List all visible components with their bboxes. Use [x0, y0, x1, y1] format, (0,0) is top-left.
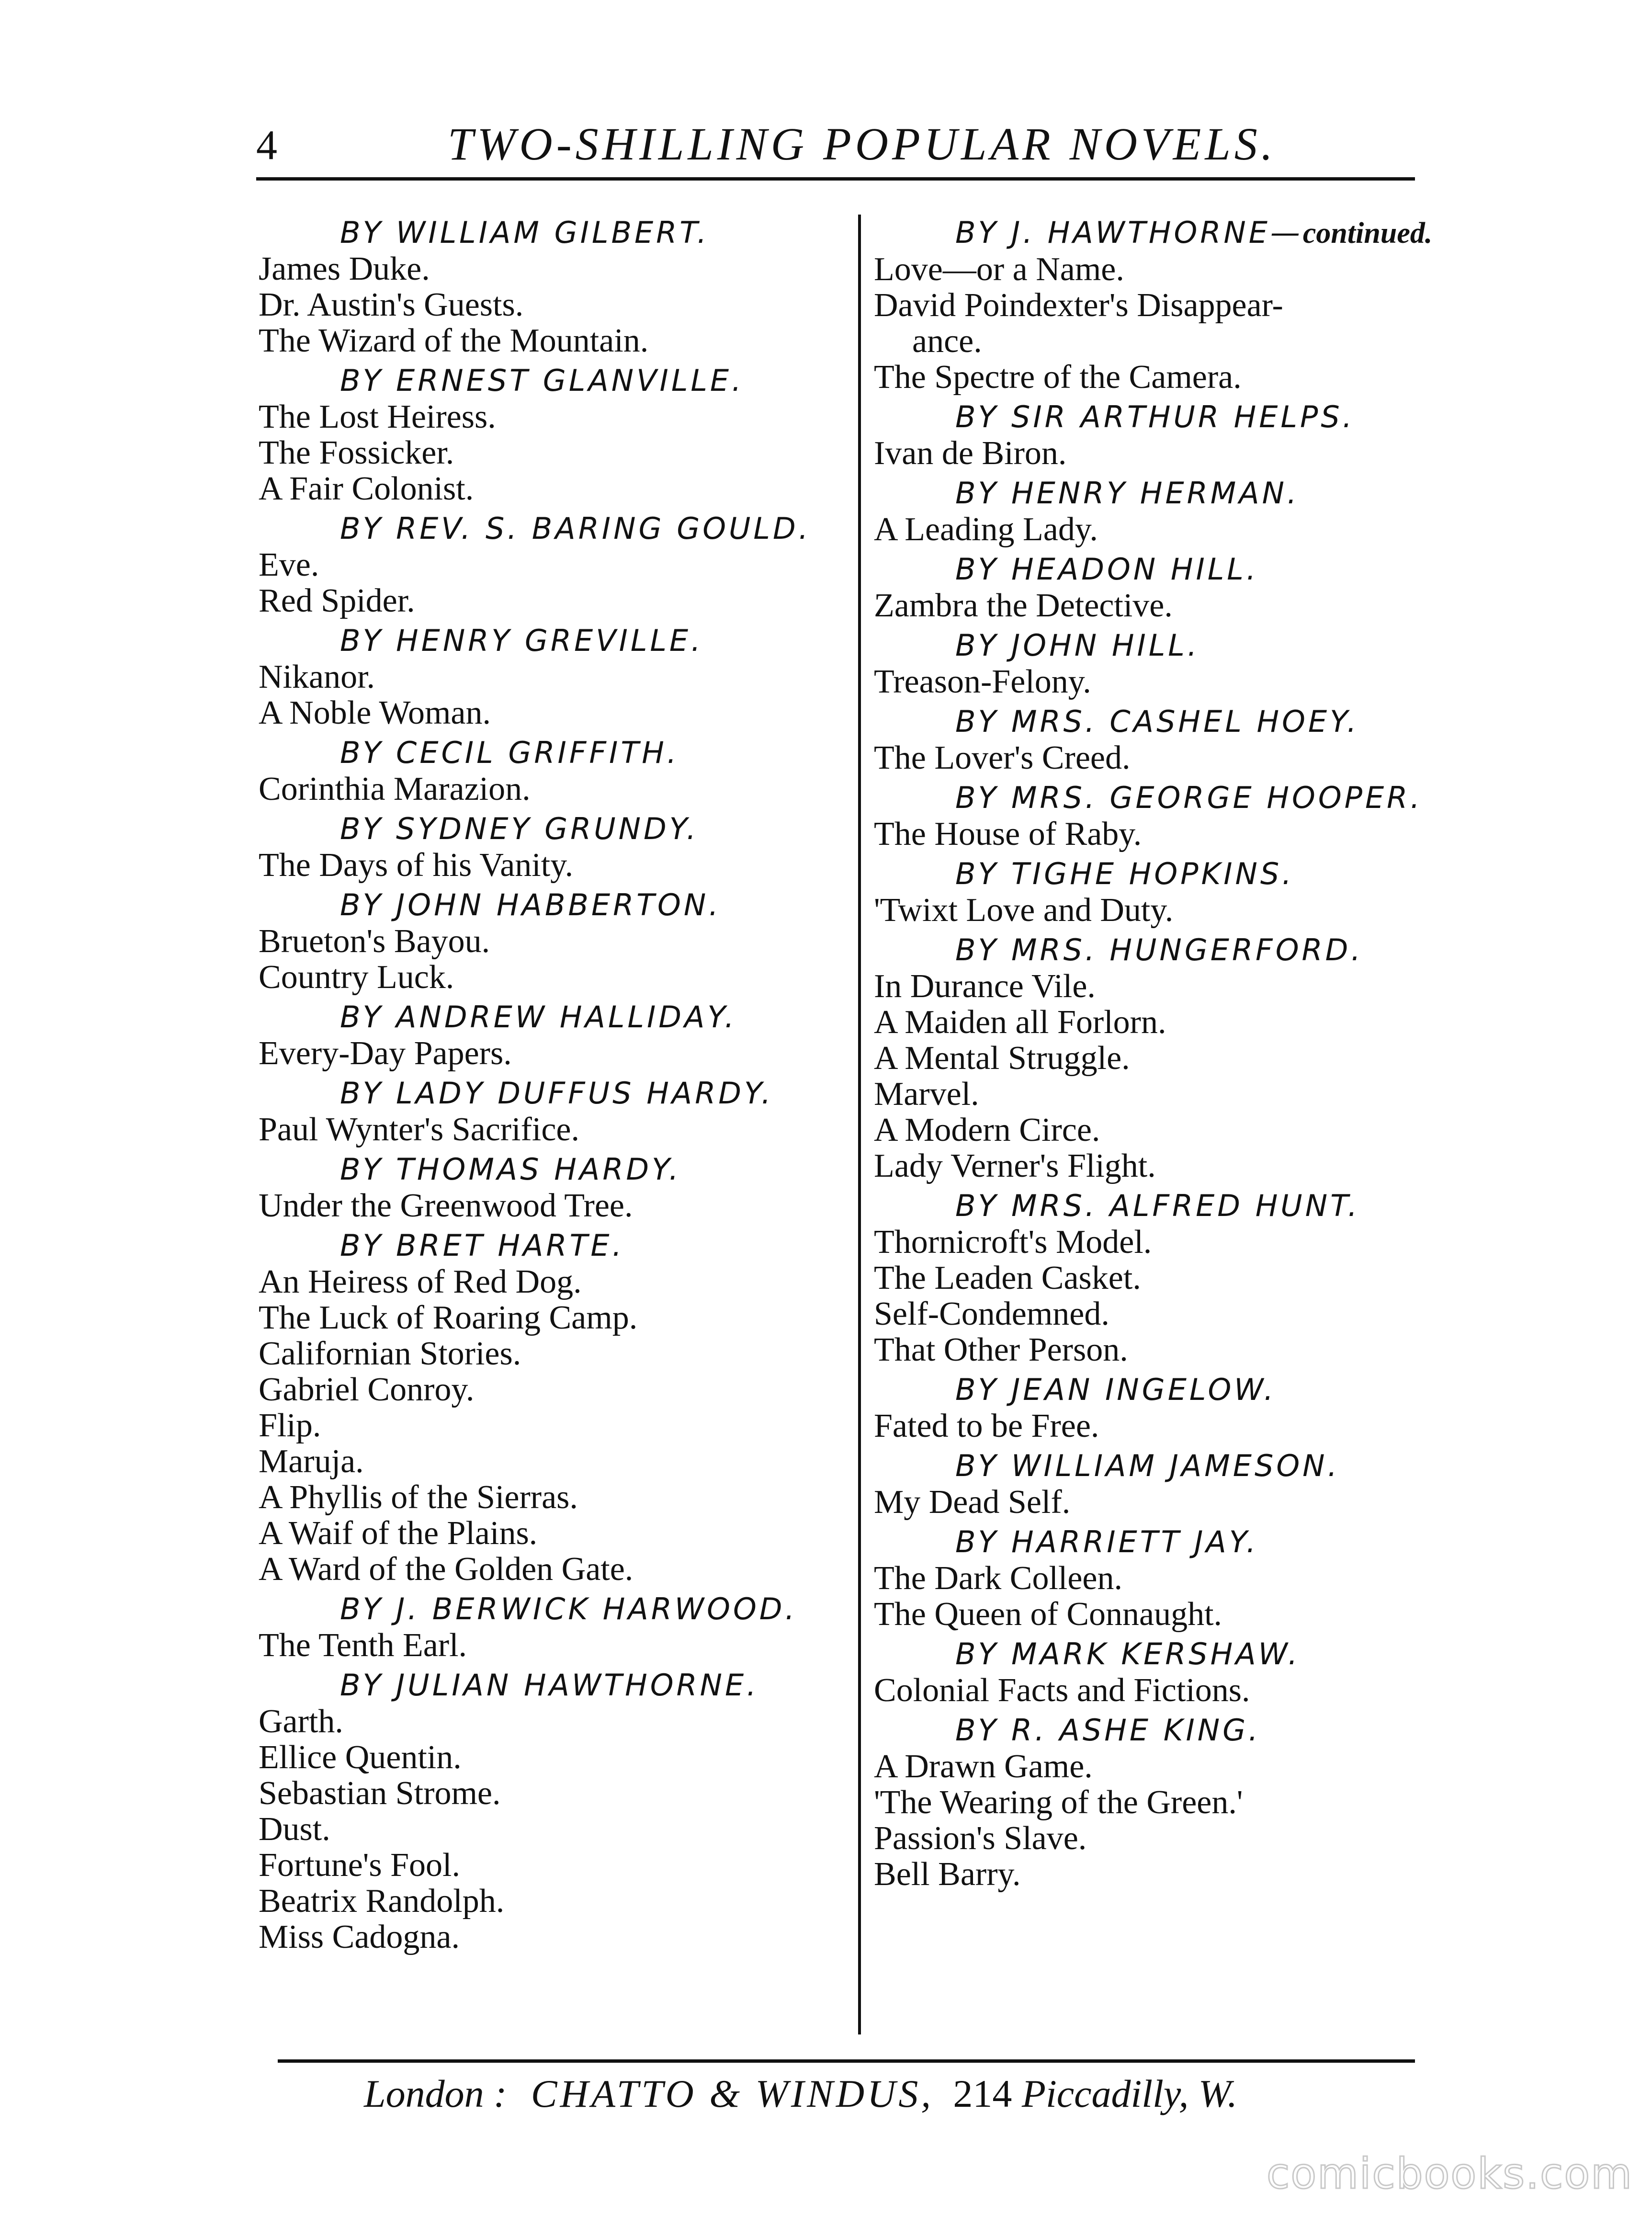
imprint-city: London : [364, 2072, 507, 2115]
book-title: A Leading Lady. [874, 511, 1098, 548]
book-title: Marvel. [874, 1076, 979, 1113]
book-title: Ivan de Biron. [874, 435, 1067, 472]
book-title: A Modern Circe. [874, 1112, 1100, 1148]
author-heading: BY JOHN HILL. [955, 628, 1200, 663]
book-title: The Queen of Connaught. [874, 1596, 1222, 1633]
book-title: The Lover's Creed. [874, 739, 1131, 776]
author-heading: BY CECIL GRIFFITH. [340, 735, 679, 770]
book-title: Red Spider. [259, 582, 415, 619]
author-heading: BY TIGHE HOPKINS. [955, 856, 1294, 891]
publisher-imprint [364, 2071, 1237, 2116]
author-heading: BY JEAN INGELOW. [955, 1372, 1277, 1407]
book-title: Colonial Facts and Fictions. [874, 1672, 1250, 1709]
book-title: Californian Stories. [259, 1335, 521, 1372]
book-title: The House of Raby. [874, 816, 1142, 852]
book-title: Maruja. [259, 1443, 364, 1480]
book-title: Zambra the Detective. [874, 587, 1173, 624]
book-title: Sebastian Strome. [259, 1775, 501, 1812]
book-title: Love—or a Name. [874, 251, 1124, 288]
book-title: That Other Person. [874, 1331, 1128, 1368]
book-title: A Waif of the Plains. [259, 1515, 538, 1552]
imprint-publisher: CHATTO & WINDUS, [531, 2072, 934, 2115]
author-heading: BY MRS. HUNGERFORD. [955, 932, 1364, 967]
book-title: The Wizard of the Mountain. [259, 322, 649, 359]
book-title: Paul Wynter's Sacrifice. [259, 1111, 579, 1148]
book-title: Flip. [259, 1407, 321, 1444]
book-title: An Heiress of Red Dog. [259, 1263, 582, 1300]
book-title: A Drawn Game. [874, 1748, 1093, 1785]
book-title: 'The Wearing of the Green.' [874, 1784, 1243, 1821]
book-title: The Days of his Vanity. [259, 847, 574, 884]
right-sections [874, 399, 1439, 1892]
book-title: Every-Day Papers. [259, 1035, 512, 1072]
book-title: Thornicroft's Model. [874, 1224, 1152, 1261]
author-heading: BY WILLIAM GILBERT. [340, 215, 710, 250]
book-title: Nikanor. [259, 659, 375, 695]
book-title: A Ward of the Golden Gate. [259, 1551, 634, 1588]
book-title: A Noble Woman. [259, 694, 491, 731]
book-title: The Dark Colleen. [874, 1560, 1122, 1597]
imprint-number: 214 [953, 2072, 1012, 2115]
author-heading: BY HARRIETT JAY. [955, 1524, 1259, 1559]
author-heading: BY MRS. CASHEL HOEY. [955, 704, 1359, 739]
book-title: Miss Cadogna. [259, 1919, 460, 1955]
book-title: Brueton's Bayou. [259, 923, 490, 960]
author-heading: BY BRET HARTE. [340, 1228, 625, 1263]
book-title: The Luck of Roaring Camp. [259, 1299, 638, 1336]
book-title: Under the Greenwood Tree. [259, 1187, 633, 1224]
author-heading: BY HEADON HILL. [955, 552, 1259, 587]
author-heading: BY ANDREW HALLIDAY. [340, 1000, 737, 1034]
watermark: comicbooks.com [1266, 2149, 1633, 2198]
author-heading: BY HENRY GREVILLE. [340, 623, 703, 658]
author-heading: BY JULIAN HAWTHORNE. [340, 1668, 759, 1703]
book-title: Corinthia Marazion. [259, 771, 531, 807]
book-title: A Mental Struggle. [874, 1040, 1130, 1077]
book-title: Bell Barry. [874, 1856, 1021, 1893]
book-title: In Durance Vile. [874, 968, 1096, 1005]
book-title: David Poindexter's Disappear- [874, 287, 1283, 324]
book-title: Treason-Felony. [874, 663, 1091, 700]
book-title: 'Twixt Love and Duty. [874, 892, 1174, 929]
book-title-wrap: ance. [912, 323, 982, 360]
author-heading: BY MARK KERSHAW. [955, 1636, 1301, 1671]
left-column [259, 211, 824, 1955]
imprint-street: Piccadilly, W. [1021, 2072, 1238, 2115]
book-title: Dr. Austin's Guests. [259, 286, 524, 323]
running-title: TWO-SHILLING POPULAR NOVELS. [448, 118, 1277, 170]
book-title: The Leaden Casket. [874, 1260, 1141, 1296]
author-heading: BY REV. S. BARING GOULD. [340, 511, 811, 546]
author-heading: BY THOMAS HARDY. [340, 1152, 681, 1187]
author-heading: BY J. BERWICK HARWOOD. [340, 1591, 798, 1626]
page-header [256, 113, 1415, 175]
author-heading: BY MRS. GEORGE HOOPER. [955, 780, 1423, 815]
bottom-rule [278, 2059, 1415, 2063]
book-title: Eve. [259, 546, 319, 583]
book-title: A Maiden all Forlorn. [874, 1004, 1166, 1041]
book-title: Beatrix Randolph. [259, 1883, 505, 1920]
book-title: A Fair Colonist. [259, 470, 474, 507]
book-title: Passion's Slave. [874, 1820, 1087, 1857]
book-title: Fated to be Free. [874, 1408, 1099, 1444]
author-heading: BY LADY DUFFUS HARDY. [340, 1076, 774, 1111]
column-divider [858, 215, 861, 2034]
book-title: The Tenth Earl. [259, 1627, 467, 1664]
author-heading: BY HENRY HERMAN. [955, 476, 1300, 511]
author-heading: BY R. ASHE KING. [955, 1713, 1261, 1748]
book-title: Fortune's Fool. [259, 1847, 460, 1884]
book-title: Dust. [259, 1811, 330, 1848]
author-heading: BY WILLIAM JAMESON. [955, 1448, 1340, 1483]
book-title: Lady Verner's Flight. [874, 1148, 1156, 1184]
book-title: The Spectre of the Camera. [874, 359, 1242, 396]
book-title: Ellice Quentin. [259, 1739, 462, 1776]
author-heading: BY SIR ARTHUR HELPS. [955, 399, 1355, 434]
top-rule [256, 177, 1415, 181]
book-title: The Lost Heiress. [259, 398, 496, 435]
author-heading: BY MRS. ALFRED HUNT. [955, 1188, 1360, 1223]
book-title: The Fossicker. [259, 434, 454, 471]
book-title: My Dead Self. [874, 1484, 1071, 1521]
book-title: Self-Condemned. [874, 1295, 1109, 1332]
author-heading: BY ERNEST GLANVILLE. [340, 363, 744, 398]
book-title: Country Luck. [259, 959, 454, 996]
book-title: James Duke. [259, 250, 430, 287]
book-title: Garth. [259, 1703, 343, 1740]
author-heading-continued: BY J. HAWTHORNE—continued. [955, 215, 1433, 250]
author-heading: BY JOHN HABBERTON. [340, 887, 721, 922]
page-number: 4 [256, 122, 277, 169]
book-title: A Phyllis of the Sierras. [259, 1479, 578, 1516]
author-heading: BY SYDNEY GRUNDY. [340, 811, 699, 846]
right-column [874, 211, 1439, 1892]
book-title: Gabriel Conroy. [259, 1371, 475, 1408]
